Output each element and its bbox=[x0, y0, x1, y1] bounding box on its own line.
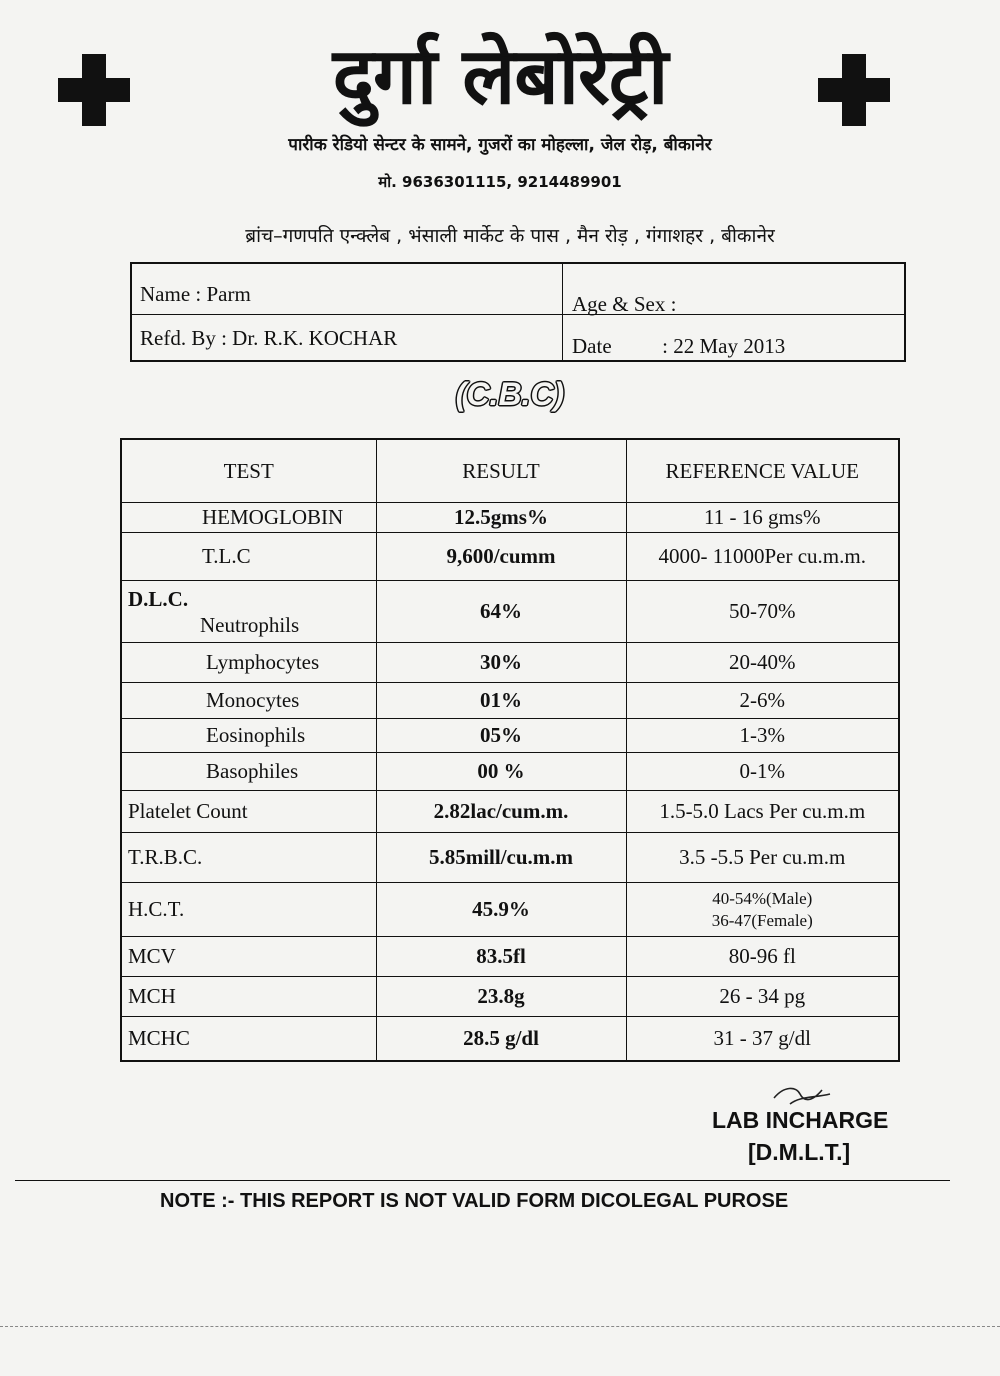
referred-by-value: Dr. R.K. KOCHAR bbox=[232, 326, 398, 350]
lab-phone: मो. 9636301115, 9214489901 bbox=[378, 173, 622, 191]
test-name: Neutrophils bbox=[200, 612, 300, 637]
table-row bbox=[121, 937, 899, 977]
test-reference: 50-70% bbox=[626, 581, 899, 643]
test-reference: 4000- 11000Per cu.m.m. bbox=[626, 533, 899, 581]
table-row bbox=[121, 503, 899, 533]
test-name: T.L.C bbox=[121, 533, 376, 581]
test-reference: 0-1% bbox=[626, 753, 899, 791]
test-reference: 36-47(Female) bbox=[711, 910, 813, 930]
test-name: Basophiles bbox=[121, 753, 376, 791]
report-title: (C.B.C) bbox=[455, 376, 565, 412]
test-result: 5.85mill/cu.m.m bbox=[376, 833, 626, 883]
table-row bbox=[121, 883, 899, 937]
test-name: Monocytes bbox=[121, 683, 376, 719]
divider bbox=[15, 1180, 950, 1181]
left-cross-icon bbox=[58, 54, 130, 126]
referred-by-field bbox=[140, 326, 397, 351]
bottom-divider bbox=[0, 1326, 1000, 1327]
test-reference: 3.5 -5.5 Per cu.m.m bbox=[626, 833, 899, 883]
test-reference: 20-40% bbox=[626, 643, 899, 683]
test-reference: 11 - 16 gms% bbox=[626, 503, 899, 533]
table-row bbox=[121, 791, 899, 833]
table-row bbox=[121, 1017, 899, 1061]
date-value: : 22 May 2013 bbox=[662, 334, 786, 358]
test-name-group bbox=[121, 581, 376, 643]
patient-info-box bbox=[130, 262, 906, 362]
test-reference-group bbox=[626, 883, 899, 937]
table-row bbox=[121, 581, 899, 643]
table-row bbox=[121, 533, 899, 581]
table-row bbox=[121, 683, 899, 719]
patient-name: Parm bbox=[206, 282, 251, 306]
table-header-row bbox=[121, 439, 899, 503]
test-reference: 1.5-5.0 Lacs Per cu.m.m bbox=[626, 791, 899, 833]
test-result: 28.5 g/dl bbox=[376, 1017, 626, 1061]
table-row bbox=[121, 753, 899, 791]
test-result: 30% bbox=[376, 643, 626, 683]
test-result: 12.5gms% bbox=[376, 503, 626, 533]
test-name: Eosinophils bbox=[121, 719, 376, 753]
lab-incharge-qualification: [D.M.L.T.] bbox=[748, 1139, 851, 1165]
test-name: T.R.B.C. bbox=[121, 833, 376, 883]
table-row bbox=[121, 643, 899, 683]
table-row bbox=[121, 833, 899, 883]
header-test: TEST bbox=[121, 439, 376, 503]
test-name: Platelet Count bbox=[121, 791, 376, 833]
test-name: Lymphocytes bbox=[121, 643, 376, 683]
table-row bbox=[121, 977, 899, 1017]
table-row bbox=[121, 719, 899, 753]
lab-incharge-label: LAB INCHARGE bbox=[712, 1107, 889, 1133]
age-sex-field bbox=[572, 292, 676, 317]
referred-by-label: Refd. By : bbox=[140, 326, 227, 350]
lab-incharge-signature bbox=[712, 1104, 912, 1168]
header-reference: REFERENCE VALUE bbox=[626, 439, 899, 503]
date-field bbox=[572, 334, 785, 359]
test-name: MCV bbox=[121, 937, 376, 977]
lab-name: दुर्गा लेबोरेट्री bbox=[332, 32, 668, 122]
patient-name-label: Name : bbox=[140, 282, 202, 306]
test-name: HEMOGLOBIN bbox=[121, 503, 376, 533]
test-group-label: D.L.C. bbox=[128, 586, 189, 611]
test-reference: 80-96 fl bbox=[626, 937, 899, 977]
test-result: 23.8g bbox=[376, 977, 626, 1017]
lab-address: पारीक रेडियो सेन्टर के सामने, गुजरों का मोहल्ला, जेल रोड़, बीकानेर bbox=[288, 135, 712, 155]
test-name: MCH bbox=[121, 977, 376, 1017]
test-name: MCHC bbox=[121, 1017, 376, 1061]
patient-name-field bbox=[140, 282, 251, 307]
test-reference: 1-3% bbox=[626, 719, 899, 753]
age-sex-label: Age & Sex : bbox=[572, 292, 677, 316]
test-result: 64% bbox=[376, 581, 626, 643]
test-reference: 31 - 37 g/dl bbox=[626, 1017, 899, 1061]
test-result: 9,600/cumm bbox=[376, 533, 626, 581]
test-result: 01% bbox=[376, 683, 626, 719]
test-reference: 26 - 34 pg bbox=[626, 977, 899, 1017]
report-note: NOTE :- THIS REPORT IS NOT VALID FORM DICOLEGAL PUROSE bbox=[160, 1190, 789, 1212]
results-table bbox=[120, 438, 900, 1062]
lab-branch: ब्रांच–गणपति एन्क्लेब , भंसाली मार्केट के पास , मैन रोड़ , गंगाशहर , बीकानेर bbox=[245, 225, 775, 247]
test-reference: 2-6% bbox=[626, 683, 899, 719]
date-label: Date bbox=[572, 334, 612, 358]
test-result: 45.9% bbox=[376, 883, 626, 937]
test-result: 2.82lac/cum.m. bbox=[376, 791, 626, 833]
test-result: 00 % bbox=[376, 753, 626, 791]
test-reference: 40-54%(Male) bbox=[712, 888, 813, 908]
test-result: 83.5fl bbox=[376, 937, 626, 977]
test-name: H.C.T. bbox=[121, 883, 376, 937]
test-result: 05% bbox=[376, 719, 626, 753]
header-result: RESULT bbox=[376, 439, 626, 503]
